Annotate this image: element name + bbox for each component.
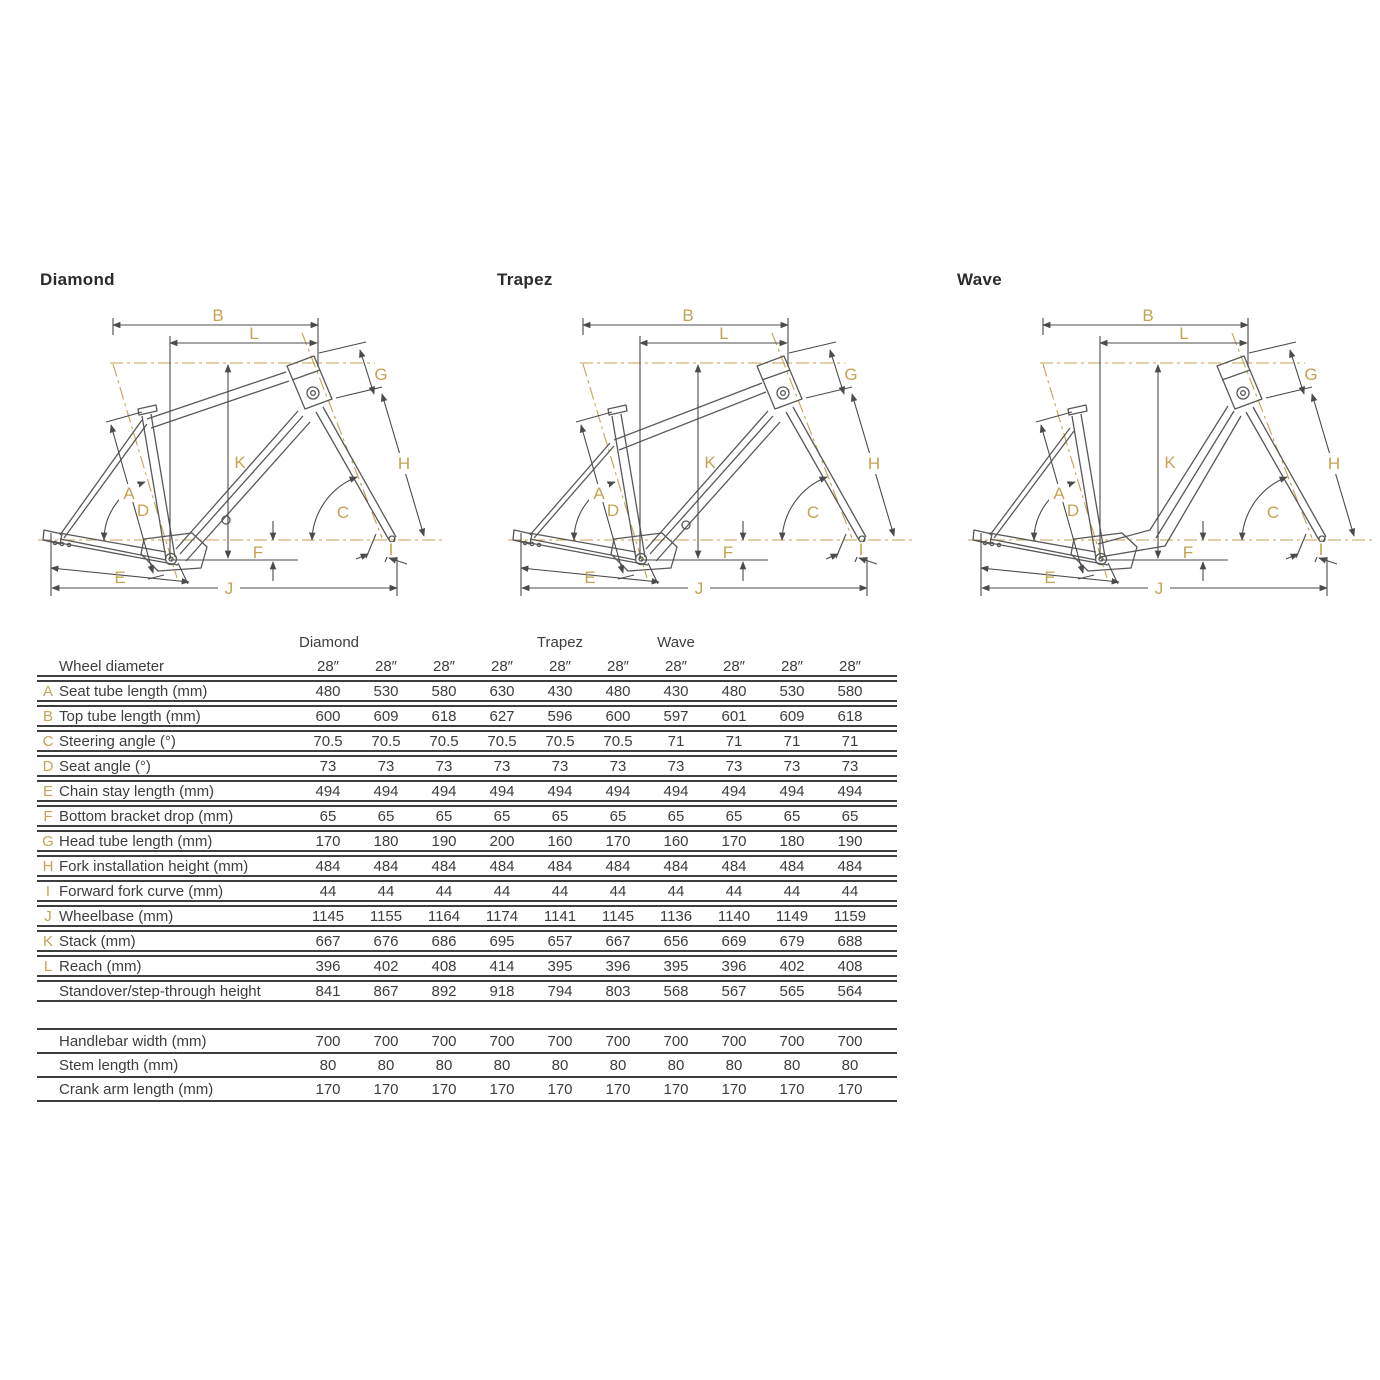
cell-value: 65 (319, 807, 337, 825)
cell-value: 65 (609, 807, 627, 825)
row-letter: L (43, 957, 53, 975)
cell-value: 530 (373, 682, 399, 700)
cell-value: 1145 (311, 907, 345, 925)
cell-value: 65 (377, 807, 395, 825)
cell-value: 1155 (369, 907, 403, 925)
cell-value: 567 (721, 982, 747, 1000)
group-header-diamond: Diamond (299, 634, 360, 651)
cell-value: 480 (315, 682, 341, 700)
cell-value: 657 (547, 932, 573, 950)
cell-value: 1145 (601, 907, 635, 925)
cell-value: 700 (779, 1032, 805, 1050)
cell-value: 667 (605, 932, 631, 950)
cell-value: 65 (493, 807, 511, 825)
cell-value: 402 (373, 957, 399, 975)
cell-value: 71 (667, 732, 685, 750)
table-row (37, 805, 897, 827)
cell-value: 530 (779, 682, 805, 700)
cell-value: 80 (667, 1056, 685, 1074)
row-label: Chain stay length (mm) (59, 782, 215, 800)
cell-value: 484 (605, 857, 631, 875)
cell-value: 80 (609, 1056, 627, 1074)
cell-value: 700 (315, 1032, 341, 1050)
cell-value: 414 (489, 957, 515, 975)
cell-value: 170 (837, 1080, 863, 1098)
cell-value: 484 (837, 857, 863, 875)
row-label: Reach (mm) (59, 957, 142, 975)
cell-value: 73 (319, 757, 337, 775)
cell-value: 918 (489, 982, 515, 1000)
cell-value: 484 (373, 857, 399, 875)
cell-value: 1159 (833, 907, 867, 925)
cell-value: 408 (837, 957, 863, 975)
geometry-table (37, 657, 897, 1002)
cell-value: 1141 (543, 907, 577, 925)
cell-value: 564 (837, 982, 863, 1000)
row-label: Forward fork curve (mm) (59, 882, 224, 900)
cell-value: 669 (721, 932, 747, 950)
cell-value: 494 (315, 782, 341, 800)
cell-value: 170 (721, 1080, 747, 1098)
cell-value: 28″ (839, 657, 861, 675)
row-label: Fork installation height (mm) (59, 857, 249, 875)
cell-value: 609 (779, 707, 805, 725)
table-row (37, 980, 897, 1002)
row-letter: C (42, 732, 54, 750)
cell-value: 494 (837, 782, 863, 800)
cell-value: 73 (783, 757, 801, 775)
cell-value: 794 (547, 982, 573, 1000)
cell-value: 160 (547, 832, 573, 850)
cell-value: 28″ (607, 657, 629, 675)
cell-value: 44 (319, 882, 337, 900)
diagram-wave (960, 288, 1380, 608)
cell-value: 28″ (317, 657, 339, 675)
frame-drawing-trapez (513, 356, 866, 571)
table-group-headers (37, 628, 897, 657)
cell-value: 170 (373, 1080, 399, 1098)
cell-value: 170 (547, 1080, 573, 1098)
row-letter: I (45, 882, 51, 900)
row-label: Handlebar width (mm) (59, 1032, 207, 1050)
row-letter: B (42, 707, 53, 725)
cell-value: 44 (435, 882, 453, 900)
cell-value: 71 (841, 732, 859, 750)
cell-value: 700 (547, 1032, 573, 1050)
cell-value: 630 (489, 682, 515, 700)
cell-value: 44 (551, 882, 569, 900)
cell-value: 44 (377, 882, 395, 900)
cell-value: 803 (605, 982, 631, 1000)
cell-value: 180 (373, 832, 399, 850)
cell-value: 494 (605, 782, 631, 800)
cell-value: 676 (373, 932, 399, 950)
table-row-wheel-diameter (37, 657, 897, 677)
spec-table (37, 628, 897, 1102)
cell-value: 80 (493, 1056, 511, 1074)
dimension-letters (114, 306, 415, 598)
cell-value: 494 (547, 782, 573, 800)
cell-value: 28″ (491, 657, 513, 675)
cell-value: 618 (431, 707, 457, 725)
dimension-letters (584, 306, 885, 598)
cell-value: 70.5 (603, 732, 633, 750)
cell-value: 65 (667, 807, 685, 825)
row-label: Standover/step-through height (59, 982, 261, 1000)
cell-value: 841 (315, 982, 341, 1000)
table-row (37, 780, 897, 802)
cell-value: 170 (605, 1080, 631, 1098)
cell-value: 700 (431, 1032, 457, 1050)
cell-value: 44 (667, 882, 685, 900)
cell-value: 65 (725, 807, 743, 825)
row-label: Head tube length (mm) (59, 832, 213, 850)
cell-value: 484 (779, 857, 805, 875)
table-row (37, 1028, 897, 1054)
cell-value: 484 (315, 857, 341, 875)
table-row (37, 955, 897, 977)
cell-value: 28″ (781, 657, 803, 675)
cell-value: 170 (431, 1080, 457, 1098)
frame-drawing-wave (973, 356, 1326, 571)
cell-value: 618 (837, 707, 863, 725)
cell-value: 1140 (717, 907, 751, 925)
cell-value: 596 (547, 707, 573, 725)
table-row (37, 1054, 897, 1078)
cell-value: 686 (431, 932, 457, 950)
cell-value: 80 (435, 1056, 453, 1074)
cell-value: 568 (663, 982, 689, 1000)
cell-value: 597 (663, 707, 689, 725)
cell-value: 80 (319, 1056, 337, 1074)
cell-value: 170 (779, 1080, 805, 1098)
row-label: Crank arm length (mm) (59, 1080, 214, 1098)
cell-value: 700 (663, 1032, 689, 1050)
cell-value: 396 (721, 957, 747, 975)
cell-value: 70.5 (487, 732, 517, 750)
table-row (37, 855, 897, 877)
row-label: Bottom bracket drop (mm) (59, 807, 234, 825)
cell-value: 679 (779, 932, 805, 950)
cell-value: 80 (841, 1056, 859, 1074)
cell-value: 484 (547, 857, 573, 875)
cell-value: 430 (547, 682, 573, 700)
table-row (37, 755, 897, 777)
cell-value: 70.5 (371, 732, 401, 750)
cell-value: 170 (315, 832, 341, 850)
cell-value: 73 (377, 757, 395, 775)
cell-value: 580 (431, 682, 457, 700)
row-label: Seat tube length (mm) (59, 682, 208, 700)
table-row (37, 905, 897, 927)
cell-value: 80 (377, 1056, 395, 1074)
cell-value: 484 (721, 857, 747, 875)
cell-value: 484 (489, 857, 515, 875)
dimension-letters (1044, 306, 1345, 598)
cell-value: 170 (315, 1080, 341, 1098)
cell-value: 170 (663, 1080, 689, 1098)
diagram-title-trapez: Trapez (497, 270, 553, 289)
cell-value: 73 (493, 757, 511, 775)
cell-value: 71 (725, 732, 743, 750)
row-label: Wheelbase (mm) (59, 907, 174, 925)
cell-value: 395 (663, 957, 689, 975)
diagram-title-diamond: Diamond (40, 270, 115, 289)
cell-value: 73 (609, 757, 627, 775)
row-letter: H (42, 857, 54, 875)
cell-value: 700 (721, 1032, 747, 1050)
components-table (37, 1028, 897, 1102)
cell-value: 695 (489, 932, 515, 950)
cell-value: 656 (663, 932, 689, 950)
row-label: Stem length (mm) (59, 1056, 179, 1074)
cell-value: 484 (663, 857, 689, 875)
diagram-title-wave: Wave (957, 270, 1002, 289)
cell-value: 28″ (375, 657, 397, 675)
diagram-diamond (30, 288, 460, 608)
cell-value: 1164 (427, 907, 461, 925)
cell-value: 28″ (665, 657, 687, 675)
cell-value: 700 (605, 1032, 631, 1050)
cell-value: 494 (663, 782, 689, 800)
table-row (37, 730, 897, 752)
cell-value: 484 (431, 857, 457, 875)
cell-value: 609 (373, 707, 399, 725)
cell-value: 688 (837, 932, 863, 950)
cell-value: 160 (663, 832, 689, 850)
cell-value: 44 (493, 882, 511, 900)
cell-value: 73 (435, 757, 453, 775)
cell-value: 73 (841, 757, 859, 775)
cell-value: 190 (431, 832, 457, 850)
cell-value: 494 (373, 782, 399, 800)
cell-value: 402 (779, 957, 805, 975)
cell-value: 65 (783, 807, 801, 825)
cell-value: 180 (779, 832, 805, 850)
cell-value: 28″ (433, 657, 455, 675)
frame-drawing-diamond (43, 356, 396, 571)
cell-value: 170 (721, 832, 747, 850)
group-header-trapez: Trapez (536, 634, 584, 651)
diagram-trapez (500, 288, 930, 608)
cell-value: 480 (605, 682, 631, 700)
cell-value: 408 (431, 957, 457, 975)
cell-value: 580 (837, 682, 863, 700)
table-row (37, 930, 897, 952)
cell-value: 667 (315, 932, 341, 950)
cell-value: 73 (725, 757, 743, 775)
row-label: Top tube length (mm) (59, 707, 201, 725)
row-label: Wheel diameter (59, 657, 165, 675)
cell-value: 627 (489, 707, 515, 725)
row-letter: K (42, 932, 53, 950)
row-label: Stack (mm) (59, 932, 136, 950)
cell-value: 700 (837, 1032, 863, 1050)
cell-value: 494 (489, 782, 515, 800)
cell-value: 494 (779, 782, 805, 800)
cell-value: 44 (725, 882, 743, 900)
table-row (37, 680, 897, 702)
cell-value: 1149 (775, 907, 809, 925)
cell-value: 480 (721, 682, 747, 700)
cell-value: 44 (783, 882, 801, 900)
cell-value: 600 (605, 707, 631, 725)
cell-value: 170 (489, 1080, 515, 1098)
cell-value: 80 (725, 1056, 743, 1074)
cell-value: 565 (779, 982, 805, 1000)
cell-value: 73 (551, 757, 569, 775)
cell-value: 28″ (549, 657, 571, 675)
table-row (37, 830, 897, 852)
row-letter: J (44, 907, 52, 925)
cell-value: 396 (315, 957, 341, 975)
cell-value: 396 (605, 957, 631, 975)
row-letter: G (42, 832, 54, 850)
table-row (37, 1078, 897, 1102)
group-header-wave: Wave (657, 634, 695, 651)
cell-value: 867 (373, 982, 399, 1000)
cell-value: 700 (489, 1032, 515, 1050)
cell-value: 80 (783, 1056, 801, 1074)
table-row (37, 705, 897, 727)
cell-value: 80 (551, 1056, 569, 1074)
cell-value: 28″ (723, 657, 745, 675)
cell-value: 190 (837, 832, 863, 850)
cell-value: 1174 (485, 907, 519, 925)
cell-value: 73 (667, 757, 685, 775)
cell-value: 1136 (659, 907, 693, 925)
cell-value: 494 (721, 782, 747, 800)
cell-value: 70.5 (313, 732, 343, 750)
row-letter: E (42, 782, 53, 800)
cell-value: 65 (841, 807, 859, 825)
row-letter: A (42, 682, 53, 700)
cell-value: 44 (609, 882, 627, 900)
cell-value: 601 (721, 707, 747, 725)
cell-value: 494 (431, 782, 457, 800)
cell-value: 700 (373, 1032, 399, 1050)
row-label: Seat angle (°) (59, 757, 151, 775)
cell-value: 170 (605, 832, 631, 850)
cell-value: 200 (489, 832, 515, 850)
cell-value: 71 (783, 732, 801, 750)
row-letter: D (42, 757, 54, 775)
cell-value: 430 (663, 682, 689, 700)
cell-value: 600 (315, 707, 341, 725)
row-letter: F (43, 807, 53, 825)
row-label: Steering angle (°) (59, 732, 176, 750)
cell-value: 44 (841, 882, 859, 900)
table-row (37, 880, 897, 902)
cell-value: 892 (431, 982, 457, 1000)
cell-value: 65 (551, 807, 569, 825)
cell-value: 70.5 (429, 732, 459, 750)
cell-value: 70.5 (545, 732, 575, 750)
cell-value: 65 (435, 807, 453, 825)
cell-value: 395 (547, 957, 573, 975)
